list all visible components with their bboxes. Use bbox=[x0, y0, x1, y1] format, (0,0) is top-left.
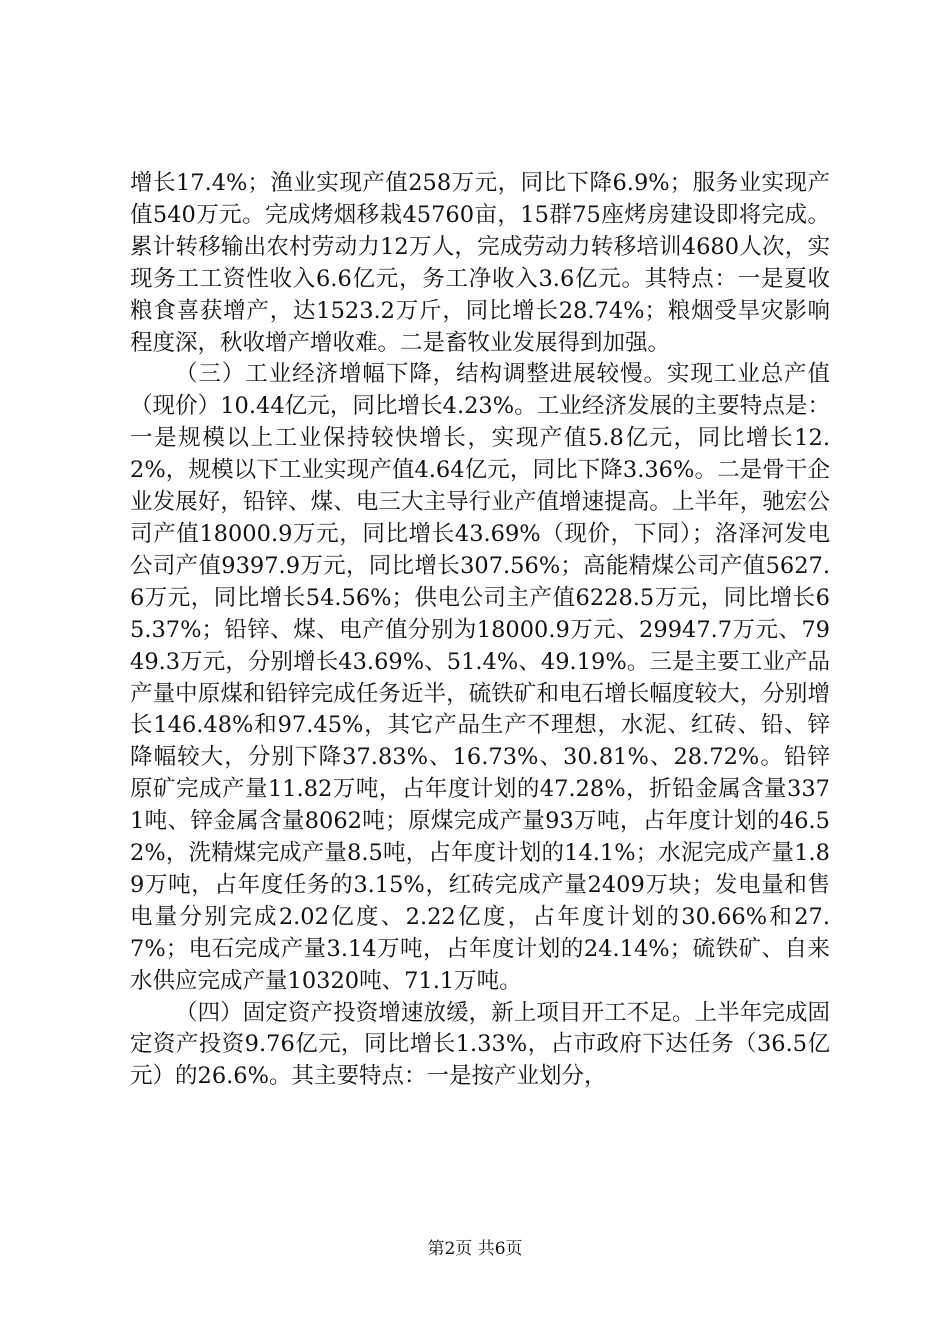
page-number-footer: 第2页 共6页 bbox=[427, 1239, 523, 1259]
paragraph-fixed-asset-investment: （四）固定资产投资增速放缓，新上项目开工不足。上半年完成固定资产投资9.76亿元，同比增长1.33%，占市政府下达任务（36.5亿元）的26.6%。其主要特点：一是按产业划分， bbox=[130, 999, 830, 1090]
paragraph-industrial-economy: （三）工业经济增幅下降，结构调整进展较慢。实现工业总产值（现价）10.44亿元，同比增长4.23%。工业经济发展的主要特点是：一是规模以上工业保持较快增长，实现产值5.8亿元，同比增长12.2%，规模以下工业实现产值4.64亿元，同比下降3.36%。二是骨干企业发展好，铅锌、煤、电三大主导行业产值增速提高。上半年，驰宏公司产值18000.9万元，同比增长43.69%（现价，下同）；洛泽河发电公司产值9397.9万元，同比增长307.56%；高能精煤公司产值5627.6万元，同比增长54.56%；供电公司主产值6228.5万元，同比增长65.37%；铅锌、煤、电产值分别为18000.9万元、29947.7万元、7949.3万元，分别增长43.69%、51.4%、49.19%。三是主要工业产品产量中原煤和铅锌完成任务近半，硫铁矿和电石增长幅度较大，分别增长146.48%和97.45%，其它产品生产不理想，水泥、红砖、铅、锌降幅较大，分别下降37.83%、16.73%、30.81%、28.72%。铅锌原矿完成产量11.82万吨，占年度计划的47.28%，折铅金属含量3371吨、锌金属含量8062吨；原煤完成产量93万吨，占年度计划的46.52%，洗精煤完成产量8.5吨，占年度计划的14.1%；水泥完成产量1.89万吨，占年度任务的3.15%，红砖完成产量2409万块；发电量和售电量分别完成2.02亿度、2.22亿度，占年度计划的30.66%和27.7%；电石完成产量3.14万吨，占年度计划的24.14%；硫铁矿、自来水供应完成产量10320吨、71.1万吨。 bbox=[130, 361, 830, 994]
document-body bbox=[130, 168, 830, 1093]
paragraph-agriculture-continued: 增长17.4%；渔业实现产值258万元，同比下降6.9%；服务业实现产值540万元。完成烤烟移栽45760亩，15群75座烤房建设即将完成。累计转移输出农村劳动力12万人，完成劳动力转移培训4680人次，实现务工工资性收入6.6亿元，务工净收入3.6亿元。其特点：一是夏收粮食喜获增产，达1523.2万斤，同比增长28.74%；粮烟受旱灾影响程度深，秋收增产增收难。二是畜牧业发展得到加强。 bbox=[130, 170, 830, 356]
